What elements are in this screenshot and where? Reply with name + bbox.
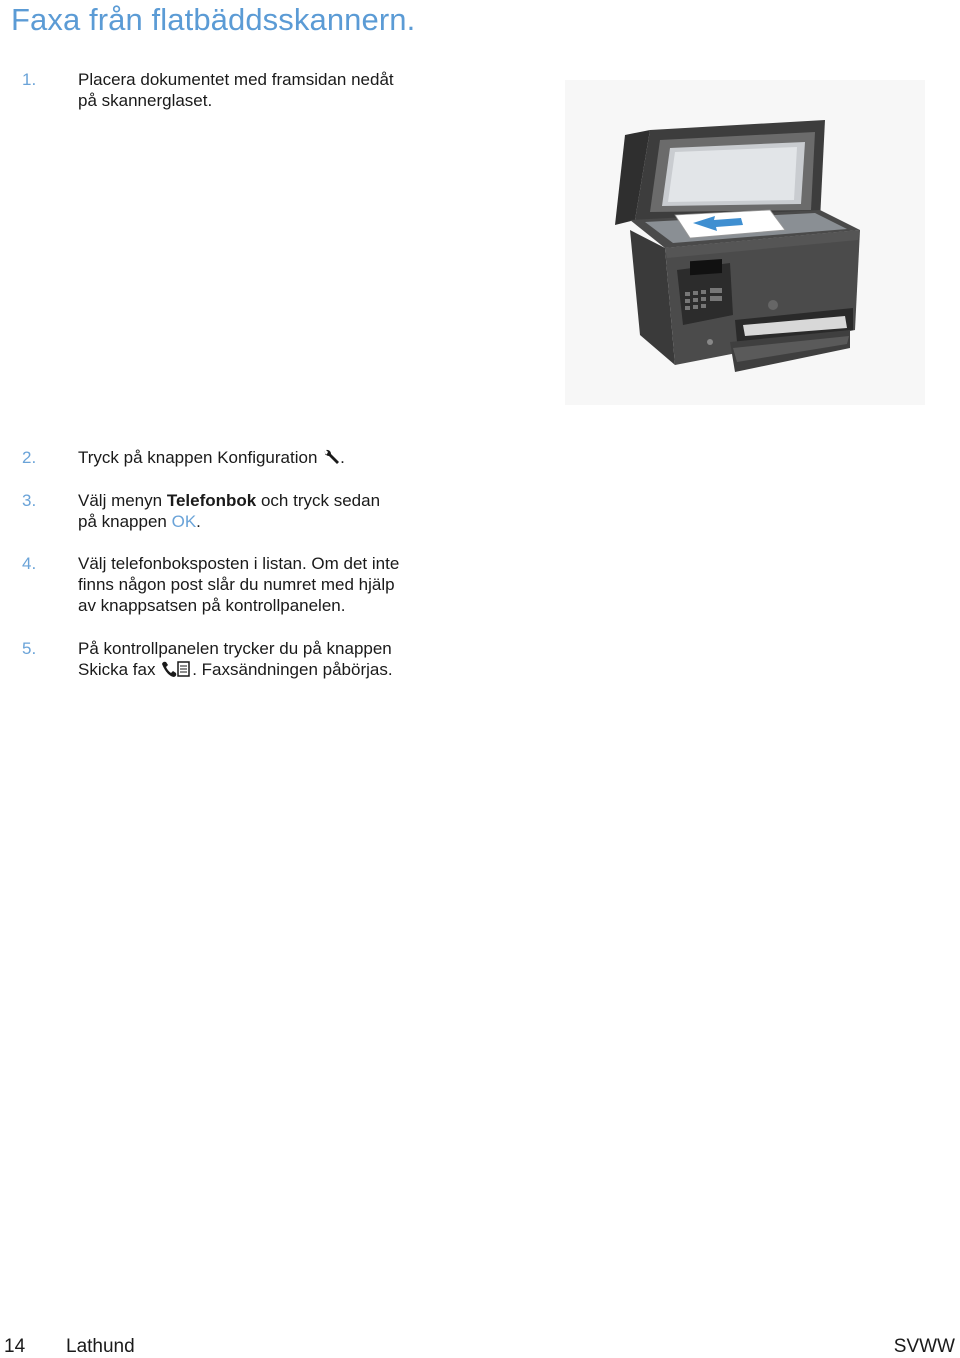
ok-button-label: OK xyxy=(171,512,197,531)
step-text xyxy=(78,447,345,471)
footer-section: Lathund xyxy=(66,1336,135,1357)
step-text-part: Skicka fax xyxy=(78,660,161,679)
page-title: Faxa från flatbäddsskannern. xyxy=(11,2,416,37)
step-text-part: . xyxy=(340,448,345,467)
step-text-part: Tryck på knappen Konfiguration xyxy=(78,448,323,467)
send-fax-icon xyxy=(160,660,192,683)
step-text-part: Välj menyn xyxy=(78,491,167,510)
step-number: 4. xyxy=(22,554,37,573)
page-number: 14 xyxy=(4,1336,26,1357)
step-line: På kontrollpanelen trycker du på knappen xyxy=(78,639,392,658)
step-line xyxy=(78,490,380,511)
step-text-part: på knappen xyxy=(78,512,172,531)
step-number: 1. xyxy=(22,70,37,89)
step-text xyxy=(78,553,399,616)
printer-illustration xyxy=(565,80,925,405)
step-line: av knappsatsen på kontrollpanelen. xyxy=(78,596,346,615)
step-text-part: och tryck sedan xyxy=(256,491,381,510)
step-text-part: . xyxy=(196,512,201,531)
step-number: 5. xyxy=(22,639,37,658)
menu-name: Telefonbok xyxy=(166,491,257,510)
step-line xyxy=(78,659,393,683)
step-line xyxy=(78,511,380,532)
printer-scanner-icon xyxy=(565,80,925,405)
step-line: på skannerglaset. xyxy=(78,91,213,110)
step-line: Placera dokumentet med framsidan nedåt xyxy=(78,70,394,89)
step-line: finns någon post slår du numret med hjälp xyxy=(78,575,395,594)
wrench-icon xyxy=(322,449,340,471)
step-number: 3. xyxy=(22,491,37,510)
footer-code: SVWW xyxy=(893,1336,955,1357)
step-line: Välj telefonboksposten i listan. Om det inte xyxy=(78,554,400,573)
step-text xyxy=(78,638,393,683)
step-text xyxy=(78,490,380,532)
step-text xyxy=(78,69,394,111)
step-number: 2. xyxy=(22,448,37,467)
step-text-part: . Faxsändningen påbörjas. xyxy=(192,660,393,679)
